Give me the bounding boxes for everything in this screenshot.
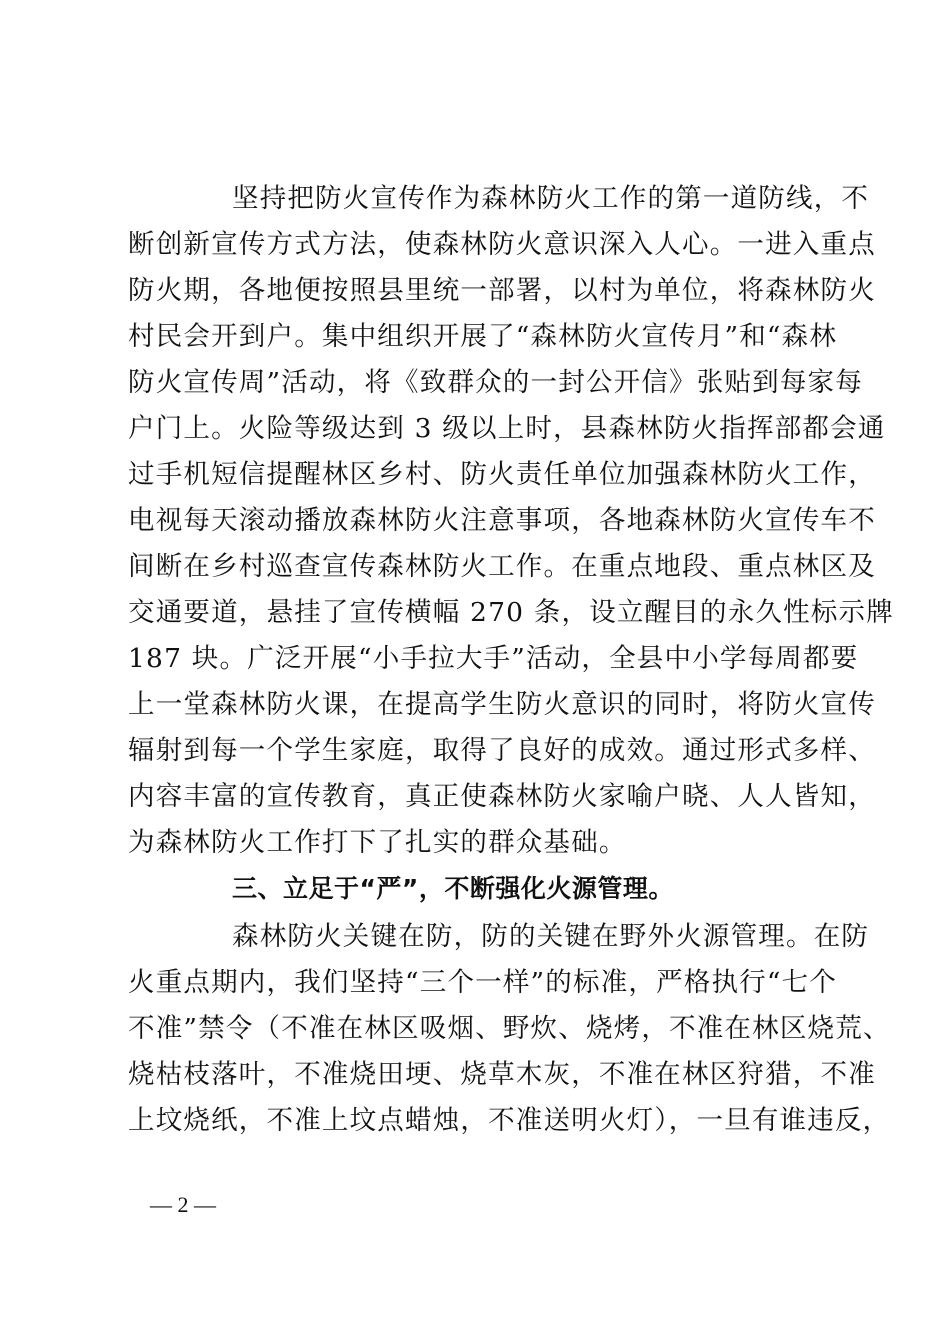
paragraph-2-line-5: 上坟烧纸，不准上坟点蜡烛，不准送明火灯），一旦有谁违反， — [128, 1105, 891, 1136]
paragraph-1-line-1: 坚持把防火宣传作为森林防火工作的第一道防线，不 — [232, 183, 870, 214]
paragraph-1-line-12: 上一堂森林防火课，在提高学生防火意识的同时，将防火宣传 — [128, 689, 876, 720]
paragraph-1-line-15: 为森林防火工作打下了扎实的群众基础。 — [128, 827, 627, 858]
paragraph-1-line-8: 电视每天滚动播放森林防火注意事项，各地森林防火宣传车不 — [128, 505, 876, 536]
paragraph-1-line-10: 交通要道，悬挂了宣传横幅 270 条，设立醒目的永久性标示牌 — [128, 597, 894, 628]
paragraph-1-line-14: 内容丰富的宣传教育，真正使森林防火家喻户晓、人人皆知， — [128, 781, 876, 812]
paragraph-1-line-11: 187 块。广泛开展“小手拉大手”活动，全县中小学每周都要 — [128, 643, 859, 674]
paragraph-1-line-3: 防火期，各地便按照县里统一部署，以村为单位，将森林防火 — [128, 275, 876, 306]
paragraph-2-line-1: 森林防火关键在防，防的关键在野外火源管理。在防 — [232, 921, 870, 952]
paragraph-1-line-13: 辐射到每一个学生家庭，取得了良好的成效。通过形式多样、 — [128, 735, 876, 766]
section-heading: 三、立足于“严”，不断强化火源管理。 — [232, 874, 674, 903]
paragraph-1-line-5: 防火宣传周”活动，将《致群众的一封公开信》张贴到每家每 — [128, 367, 863, 398]
paragraph-1-line-4: 村民会开到户。集中组织开展了“森林防火宣传月”和“森林 — [128, 321, 838, 352]
page-number: — 2 — — [150, 1192, 216, 1217]
paragraph-2-line-3: 不准”禁令（不准在林区吸烟、野炊、烧烤，不准在林区烧荒、 — [128, 1013, 891, 1044]
paragraph-1-line-7: 过手机短信提醒林区乡村、防火责任单位加强森林防火工作， — [128, 459, 876, 490]
paragraph-1-line-6: 户门上。火险等级达到 3 级以上时，县森林防火指挥部都会通 — [128, 413, 886, 444]
paragraph-1-line-2: 断创新宣传方式方法，使森林防火意识深入人心。一进入重点 — [128, 229, 876, 260]
paragraph-1-line-9: 间断在乡村巡查宣传森林防火工作。在重点地段、重点林区及 — [128, 551, 876, 582]
paragraph-2-line-4: 烧枯枝落叶，不准烧田埂、烧草木灰，不准在林区狩猎，不准 — [128, 1059, 876, 1090]
paragraph-2-line-2: 火重点期内，我们坚持“三个一样”的标准，严格执行“七个 — [128, 967, 838, 998]
